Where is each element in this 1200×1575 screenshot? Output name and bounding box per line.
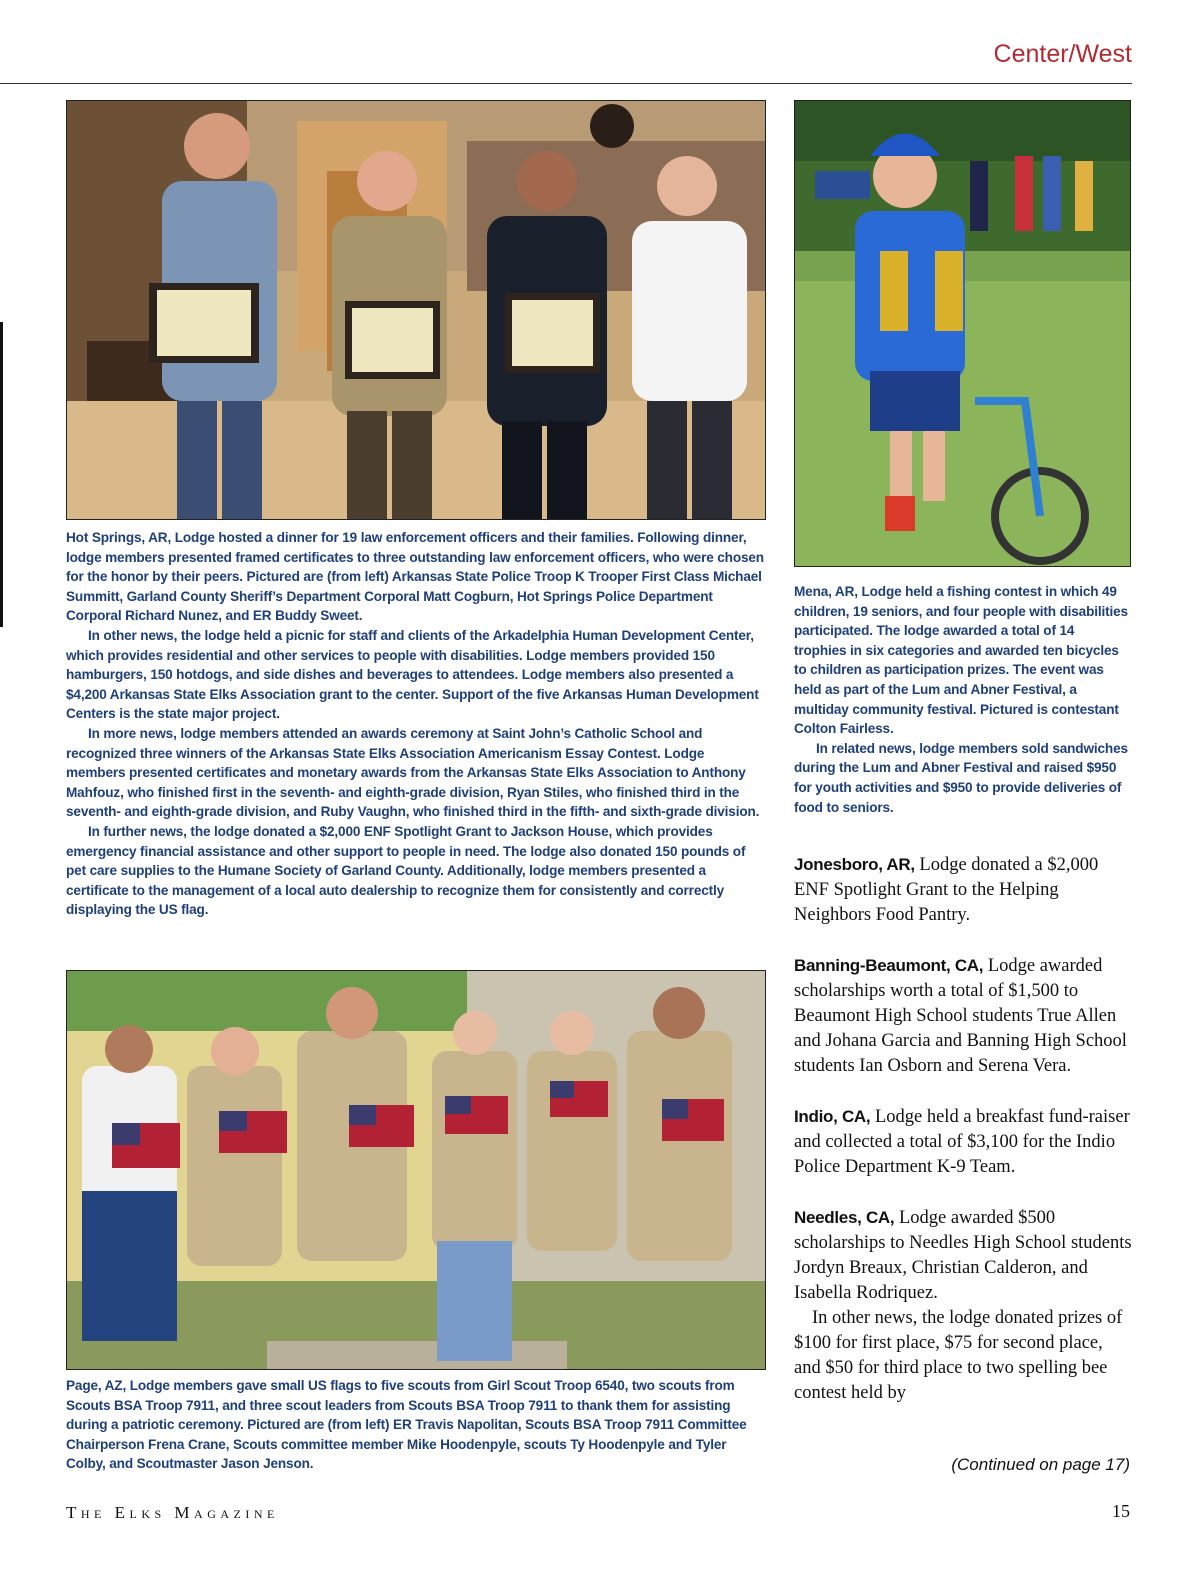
continued-note: (Continued on page 17) [951, 1455, 1130, 1474]
indio-location: Indio, CA, [794, 1107, 871, 1126]
page-az-location: Page, AZ, [66, 1378, 127, 1393]
hot-springs-p4: In further news, the lodge donated a $2,000 ENF Spotlight Grant to Jackson House, which provides emergency financial assistance and other support to people in need. The lodge also donated 150 pounds of pet care supplies to the Humane Society of Garland County. Additionally, lodge members presented a certificate to the management of a local auto dealership to recognize them for consistently and correctly displaying the US flag. [66, 823, 746, 918]
banning-text: Lodge awarded scholarships worth a total of $1,500 to Beaumont High School students True Allen and Johana Garcia and Banning High School students Ian Osborn and Serena Vera. [794, 956, 1127, 1076]
mena-p1 [794, 582, 1130, 739]
hot-springs-p1-text: Lodge hosted a dinner for 19 law enforcement officers and their families. Following dinner, lodge members presented framed certificates to three outstanding law enforcement officers, who were chosen for the honor by their peers. Pictured are (from left) Arkansas State Police Troop K Trooper First Class Michael Summitt, Garland County Sheriff’s Department Corporal Matt Cogburn, Hot Springs Police Department Corporal Richard Nunez, and ER Buddy Sweet. [66, 530, 764, 624]
section-label: Center/West [993, 40, 1132, 68]
article-jonesboro [794, 852, 1134, 928]
article-needles [794, 1205, 1134, 1306]
mena-p2: In related news, lodge members sold sandwiches during the Lum and Abner Festival and raised $950 for youth activities and $950 to provide deliveries of food to seniors. [794, 740, 1128, 815]
needles-text: Lodge awarded $500 scholarships to Needles High School students Jordyn Breaux, Christian Calderon, and Isabella Rodriquez. [794, 1208, 1132, 1303]
hot-springs-location: Hot Springs, AR, [66, 530, 172, 545]
mena-p1-text: Lodge held a fishing contest in which 49 children, 19 seniors, and four people with disabilities participated. The lodge awarded a total of 14 trophies in six categories and awarded ten bicycles to children as participation prizes. The event was held as part of the Lum and Abner Festival, a multiday community festival. Pictured is contestant Colton Fairless. [794, 584, 1128, 737]
indio-text: Lodge held a breakfast fund-raiser and collected a total of $3,100 for the Indio Police Department K-9 Team. [794, 1107, 1130, 1177]
hot-springs-caption [66, 528, 764, 920]
jonesboro-text: Lodge donated a $2,000 ENF Spotlight Grant to the Helping Neighbors Food Pantry. [794, 855, 1099, 925]
page-az-caption [66, 1376, 764, 1474]
needles-location: Needles, CA, [794, 1208, 895, 1227]
photo-mena [794, 100, 1131, 567]
photo-hot-springs-image [67, 101, 765, 519]
margin-bar [0, 322, 3, 627]
footer-page-number: 15 [1112, 1501, 1130, 1521]
mena-location: Mena, AR, [794, 584, 858, 599]
banning-location: Banning-Beaumont, CA, [794, 956, 984, 975]
top-rule [0, 83, 1132, 84]
article-indio [794, 1104, 1134, 1180]
footer-magazine-title: The Elks Magazine [66, 1503, 279, 1522]
mena-caption [794, 582, 1130, 817]
photo-page-az-image [67, 971, 765, 1369]
page-az-p1-text: Lodge members gave small US flags to five scouts from Girl Scout Troop 6540, two scouts from Scouts BSA Troop 7911, and three scout leaders from Scouts BSA Troop 7911 to thank them for assisting during a patriotic ceremony. Pictured are (from left) ER Travis Napolitan, Scouts BSA Troop 7911 Committee Chairperson Frena Crane, Scouts committee member Mike Hoodenpyle, scouts Ty Hoodenpyle and Tyler Colby, and Scoutmaster Jason Jenson. [66, 1378, 747, 1472]
hot-springs-p3: In more news, lodge members attended an awards ceremony at Saint John’s Catholic School and recognized three winners of the Arkansas State Elks Association Americanism Essay Contest. Lodge members presented certificates and monetary awards from the Arkansas State Elks Association to Anthony Mahfouz, who finished first in the seventh- and eighth-grade division, Ryan Stiles, who finished third in the seventh- and eighth-grade division, and Ruby Vaughn, who finished third in the fifth- and sixth-grade division. [66, 725, 760, 820]
right-column-articles [794, 852, 1134, 1431]
article-banning [794, 953, 1134, 1079]
hot-springs-p2: In other news, the lodge held a picnic for staff and clients of the Arkadelphia Human Development Center, which provides residential and other services to people with disabilities. Lodge members provided 150 hamburgers, 150 hotdogs, and side dishes and beverages to attendees. Lodge members also presented a $4,200 Arkansas State Elks Association grant to the center. Support of the five Arkansas Human Development Centers is the state major project. [66, 627, 759, 722]
photo-page-az [66, 970, 766, 1370]
photo-hot-springs [66, 100, 766, 520]
photo-mena-image [795, 101, 1130, 566]
article-needles-continued: In other news, the lodge donated prizes of $100 for first place, $75 for second place, and $50 for third place to two spelling bee contest held by [794, 1308, 1123, 1403]
jonesboro-location: Jonesboro, AR, [794, 855, 915, 874]
hot-springs-p1 [66, 528, 764, 626]
page-az-p1 [66, 1376, 764, 1474]
